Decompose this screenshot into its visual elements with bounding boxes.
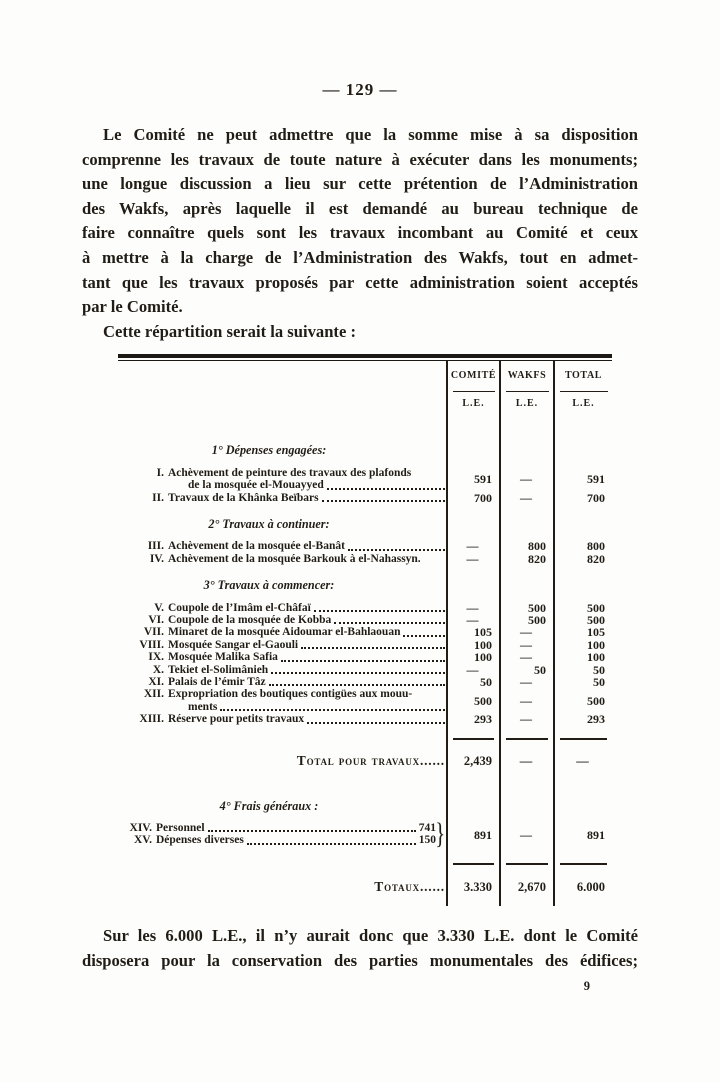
header-cell-wakfs: [499, 361, 553, 435]
cell-comite: [446, 743, 499, 781]
cell-comite: [446, 676, 499, 688]
row-desc: [118, 651, 446, 663]
row-desc: [118, 713, 446, 725]
value: —: [520, 625, 532, 640]
value: 50: [480, 675, 492, 690]
cell-wakfs: [499, 540, 553, 552]
closing-line: Sur les 6.000 L.E., il n’y aurait donc que 3.330 L.E. dont le Comité: [103, 926, 638, 946]
row-label: Achèvement de la mosquée el-Banât: [168, 540, 345, 553]
sum-rule: [506, 863, 549, 865]
table-row: [118, 639, 612, 651]
value: 6.000: [576, 879, 605, 894]
dotted-leader: [208, 830, 416, 832]
frais-generaux-row: [118, 817, 612, 851]
row-numeral: II.: [152, 491, 164, 504]
value: —: [466, 539, 479, 554]
table-row: [118, 614, 612, 626]
value: —: [520, 650, 532, 665]
column-unit: L.E.: [462, 397, 485, 409]
row-label: Achèvement de la mosquée Barkouk à el-Nahassyn.: [168, 552, 421, 565]
page-number-header: — 129 —: [322, 80, 398, 99]
row-label: de la mosquée el-Mouayyed: [188, 479, 324, 492]
cell-comite: [446, 651, 499, 663]
header-desc-cell: [118, 361, 446, 435]
cell-comite: [446, 713, 499, 725]
row-line: [118, 467, 446, 479]
sum-rule-row: [118, 861, 612, 868]
total-label: Totaux: [374, 878, 420, 894]
sum-rule: [560, 738, 607, 740]
value: —: [519, 754, 533, 769]
column-label: COMITÉ: [450, 370, 497, 382]
value: 100: [587, 650, 605, 665]
cell-comite: [446, 553, 499, 565]
cell-wakfs: [499, 713, 553, 725]
value: 105: [474, 625, 492, 640]
table-row: [118, 688, 612, 713]
empty-cell: [446, 565, 499, 601]
dotted-leader: [281, 660, 445, 662]
empty-cell: [499, 726, 553, 736]
dotted-leader: [220, 709, 445, 711]
row-desc: [118, 676, 446, 688]
row-desc: [118, 639, 446, 651]
dotted-leader: [314, 610, 445, 612]
row-line: [118, 822, 436, 834]
cell-comite: [446, 540, 499, 552]
total-label-cell: [118, 743, 446, 781]
section-title: 2° Travaux à continuer:: [208, 516, 330, 531]
row-numeral: XV.: [133, 834, 152, 847]
value: 3.330: [463, 879, 492, 894]
empty-cell: [553, 726, 612, 736]
value: —: [466, 551, 479, 566]
empty-cell: [118, 781, 446, 791]
row-desc: [118, 626, 446, 638]
sum-rule-cell: [553, 736, 612, 743]
value: 500: [587, 613, 605, 627]
row-numeral: IV.: [149, 552, 164, 565]
row-label: Minaret de la mosquée Aidoumar el-Bahlaouan: [168, 626, 401, 639]
empty-cell: [446, 504, 499, 540]
cell-total: [553, 553, 612, 565]
value: 591: [587, 471, 605, 486]
cell-total: [553, 713, 612, 725]
value: 293: [474, 712, 492, 727]
column-label: TOTAL: [564, 370, 603, 382]
value: 500: [587, 693, 605, 708]
row-desc: [118, 553, 446, 565]
sum-rule-cell: [499, 736, 553, 743]
row-label: Dépenses diverses: [156, 834, 244, 847]
cell-wakfs: [499, 492, 553, 504]
cell-total: [553, 822, 612, 849]
value: —: [520, 471, 532, 486]
section-heading-row: [118, 435, 612, 466]
row-label: Travaux de la Khânka Beïbars: [168, 491, 319, 504]
empty-cell: [118, 861, 446, 868]
table-row: [118, 467, 612, 492]
sub-amount: 150: [418, 834, 436, 847]
spacer-row: [118, 781, 612, 791]
cell-total: [553, 868, 612, 906]
empty-cell: [446, 849, 499, 861]
cell-comite: [446, 868, 499, 906]
table-header-row: [118, 361, 612, 435]
cell-wakfs: [499, 688, 553, 713]
table-row: [118, 540, 612, 552]
section-heading-row: [118, 565, 612, 601]
cell-wakfs: [499, 868, 553, 906]
dotted-leader: [301, 647, 445, 649]
intro-line: à mettre à la charge de l’Administration des Wakfs, tout en admet-: [82, 247, 638, 267]
table-row: [118, 553, 612, 565]
empty-cell: [446, 781, 499, 791]
intro-line: faire connaître quels sont les travaux incombant au Comité et ceux: [82, 223, 638, 243]
row-numeral: XIII.: [139, 713, 164, 726]
value: 820: [528, 551, 546, 566]
dotted-leader: [307, 722, 445, 724]
row-label: Réserve pour petits travaux: [168, 713, 305, 726]
row-line: [118, 688, 446, 700]
leader-dots: ......: [419, 753, 445, 769]
empty-cell: [553, 435, 612, 466]
table-row: [118, 713, 612, 725]
table-row: [118, 651, 612, 663]
budget-table: [118, 354, 612, 906]
empty-cell: [118, 849, 446, 861]
value: —: [520, 828, 532, 843]
value: 50: [534, 662, 546, 677]
total-label-cell: [118, 868, 446, 906]
row-desc: [118, 688, 446, 713]
header-cell-comite: [446, 361, 499, 435]
value: 700: [474, 490, 492, 505]
empty-cell: [499, 435, 553, 466]
intro-line: tant que les travaux proposés par cette administration soient acceptés: [82, 272, 638, 292]
empty-cell: [446, 435, 499, 466]
section-title: 1° Dépenses engagées:: [211, 443, 327, 458]
row-numeral: VI.: [148, 614, 164, 626]
intro-paragraph: [82, 123, 638, 320]
row-label: ments: [188, 700, 218, 713]
value: 2,670: [517, 879, 546, 894]
row-desc: [118, 664, 446, 676]
sum-rule: [506, 738, 549, 740]
row-numeral: III.: [147, 540, 164, 553]
cell-total: [553, 626, 612, 638]
dotted-leader: [348, 549, 445, 551]
value: 2,439: [463, 754, 492, 769]
section-title: 4° Frais généraux :: [219, 798, 319, 813]
empty-cell: [499, 849, 553, 861]
empty-cell: [553, 781, 612, 791]
dotted-leader: [271, 672, 445, 674]
total-label: Total pour travaux: [296, 753, 420, 769]
header-underline: [506, 391, 549, 392]
row-desc: [118, 614, 446, 626]
intro-line: comprenne les travaux de toute nature à exécuter dans les monuments;: [82, 149, 638, 169]
sum-rule-cell: [499, 861, 553, 868]
sum-rule: [453, 738, 495, 740]
cell-total: [553, 688, 612, 713]
section-heading-row: [118, 791, 612, 822]
dotted-leader: [247, 843, 416, 845]
table-top-double-rule: [118, 354, 612, 361]
header-underline: [453, 391, 495, 392]
cell-total: [553, 492, 612, 504]
value: —: [520, 490, 532, 505]
row-numeral: XII.: [143, 688, 164, 701]
row-label: Personnel: [156, 822, 205, 835]
column-unit: L.E.: [572, 397, 595, 409]
cell-total: [553, 743, 612, 781]
empty-cell: [118, 726, 446, 736]
value: 891: [474, 828, 492, 843]
value: 100: [587, 637, 605, 652]
row-label: Coupole de la mosquée de Kobba: [168, 614, 332, 626]
column-label: WAKFS: [507, 370, 547, 382]
cell-wakfs: [499, 676, 553, 688]
cell-wakfs: [499, 651, 553, 663]
cell-total: [553, 540, 612, 552]
empty-cell: [446, 726, 499, 736]
value: —: [466, 600, 479, 615]
empty-cell: [118, 736, 446, 743]
value: —: [520, 637, 532, 652]
sum-rule: [453, 863, 495, 865]
cell-comite: [446, 467, 499, 492]
sum-rule-cell: [446, 861, 499, 868]
cell-wakfs: [499, 743, 553, 781]
empty-cell: [499, 565, 553, 601]
table-row: [118, 664, 612, 676]
cell-wakfs: [499, 626, 553, 638]
row-numeral: VIII.: [139, 638, 164, 651]
value: 293: [587, 712, 605, 727]
row-desc: [118, 492, 446, 504]
value: 100: [474, 650, 492, 665]
row-label: Mosquée Malika Safia: [168, 651, 278, 664]
dotted-leader: [269, 684, 445, 686]
value: —: [466, 613, 479, 627]
lead-in-line: Cette répartition serait la suivante :: [103, 321, 356, 341]
empty-cell: [446, 791, 499, 822]
header-cell-total: [553, 361, 612, 435]
dotted-leader: [327, 488, 445, 490]
value: 800: [528, 539, 546, 554]
row-desc: [118, 467, 446, 492]
cell-total: [553, 676, 612, 688]
row-numeral: I.: [156, 466, 164, 479]
row-label: Mosquée Sangar el-Gaouli: [168, 638, 299, 651]
sum-rule-row: [118, 736, 612, 743]
row-desc: [118, 540, 446, 552]
table-row: [118, 676, 612, 688]
empty-cell: [553, 849, 612, 861]
table-row: [118, 492, 612, 504]
value: 50: [593, 675, 605, 690]
value: —: [520, 675, 532, 690]
row-numeral: VII.: [143, 626, 164, 639]
empty-cell: [499, 781, 553, 791]
cell-comite: [446, 688, 499, 713]
row-label: Tekiet el-Solimânieh: [168, 663, 269, 676]
totaux-row: [118, 868, 612, 906]
row-numeral: X.: [152, 663, 164, 676]
empty-cell: [499, 504, 553, 540]
row-desc: [118, 602, 446, 614]
value: 891: [587, 828, 605, 843]
row-label: Achèvement de peinture des travaux des plafonds: [168, 466, 412, 479]
row-line: [118, 701, 446, 713]
value: 500: [474, 693, 492, 708]
value: 100: [474, 637, 492, 652]
intro-line: une longue discussion a lieu sur cette prétention de l’Administration: [82, 174, 638, 194]
intro-line: des Wakfs, après laquelle il est demandé au bureau technique de: [82, 198, 638, 218]
empty-cell: [553, 791, 612, 822]
empty-cell: [553, 504, 612, 540]
cell-comite: [446, 626, 499, 638]
row-line: [118, 479, 446, 491]
value: 591: [474, 471, 492, 486]
row-label: Expropriation des boutiques contigües aux mouu-: [168, 688, 413, 701]
empty-cell: [499, 791, 553, 822]
intro-line: par le Comité.: [82, 297, 183, 317]
value: 105: [587, 625, 605, 640]
value: —: [520, 693, 532, 708]
empty-cell: [553, 565, 612, 601]
section-title: 3° Travaux à commencer:: [203, 578, 335, 593]
page-number-footer: 9: [583, 979, 590, 994]
value: 820: [587, 551, 605, 566]
spacer-row: [118, 849, 612, 861]
intro-line: Le Comité ne peut admettre que la somme mise à sa disposition: [103, 125, 638, 144]
cell-wakfs: [499, 553, 553, 565]
row-desc: [118, 817, 446, 851]
value: —: [520, 712, 532, 727]
cell-wakfs: [499, 822, 553, 849]
closing-line: disposera pour la conservation des parties monumentales des édifices;: [82, 951, 638, 971]
cell-comite: [446, 822, 499, 849]
sum-rule: [560, 863, 607, 865]
dotted-leader: [403, 635, 445, 637]
header-underline: [560, 391, 608, 392]
row-numeral: XIV.: [129, 822, 152, 835]
row-label: Coupole de l’Imâm el-Châfaï: [168, 601, 311, 614]
leader-dots: ......: [419, 878, 445, 894]
row-numeral: V.: [154, 601, 164, 614]
row-numeral: IX.: [148, 651, 164, 664]
cell-total: [553, 467, 612, 492]
cell-wakfs: [499, 467, 553, 492]
spacer-row: [118, 726, 612, 736]
dotted-leader: [322, 500, 445, 502]
sum-rule-cell: [446, 736, 499, 743]
value: —: [466, 662, 479, 677]
value: 500: [528, 613, 546, 627]
value: 50: [593, 662, 605, 677]
value: —: [576, 754, 589, 769]
row-numeral: XI.: [148, 676, 164, 689]
cell-comite: [446, 492, 499, 504]
table-row: [118, 626, 612, 638]
value: 700: [587, 490, 605, 505]
value: 500: [587, 600, 605, 615]
total-travaux-row: [118, 743, 612, 781]
brace-glyph: }: [434, 817, 445, 851]
cell-total: [553, 651, 612, 663]
value: 500: [528, 600, 546, 615]
sub-amount: 741: [418, 822, 436, 835]
section-heading-row: [118, 504, 612, 540]
sum-rule-cell: [553, 861, 612, 868]
dotted-leader: [334, 622, 445, 624]
row-label: Palais de l’émir Tâz: [168, 676, 266, 689]
column-unit: L.E.: [515, 397, 539, 409]
closing-paragraph: [82, 923, 638, 973]
row-line: [118, 834, 436, 846]
value: 800: [587, 539, 605, 554]
